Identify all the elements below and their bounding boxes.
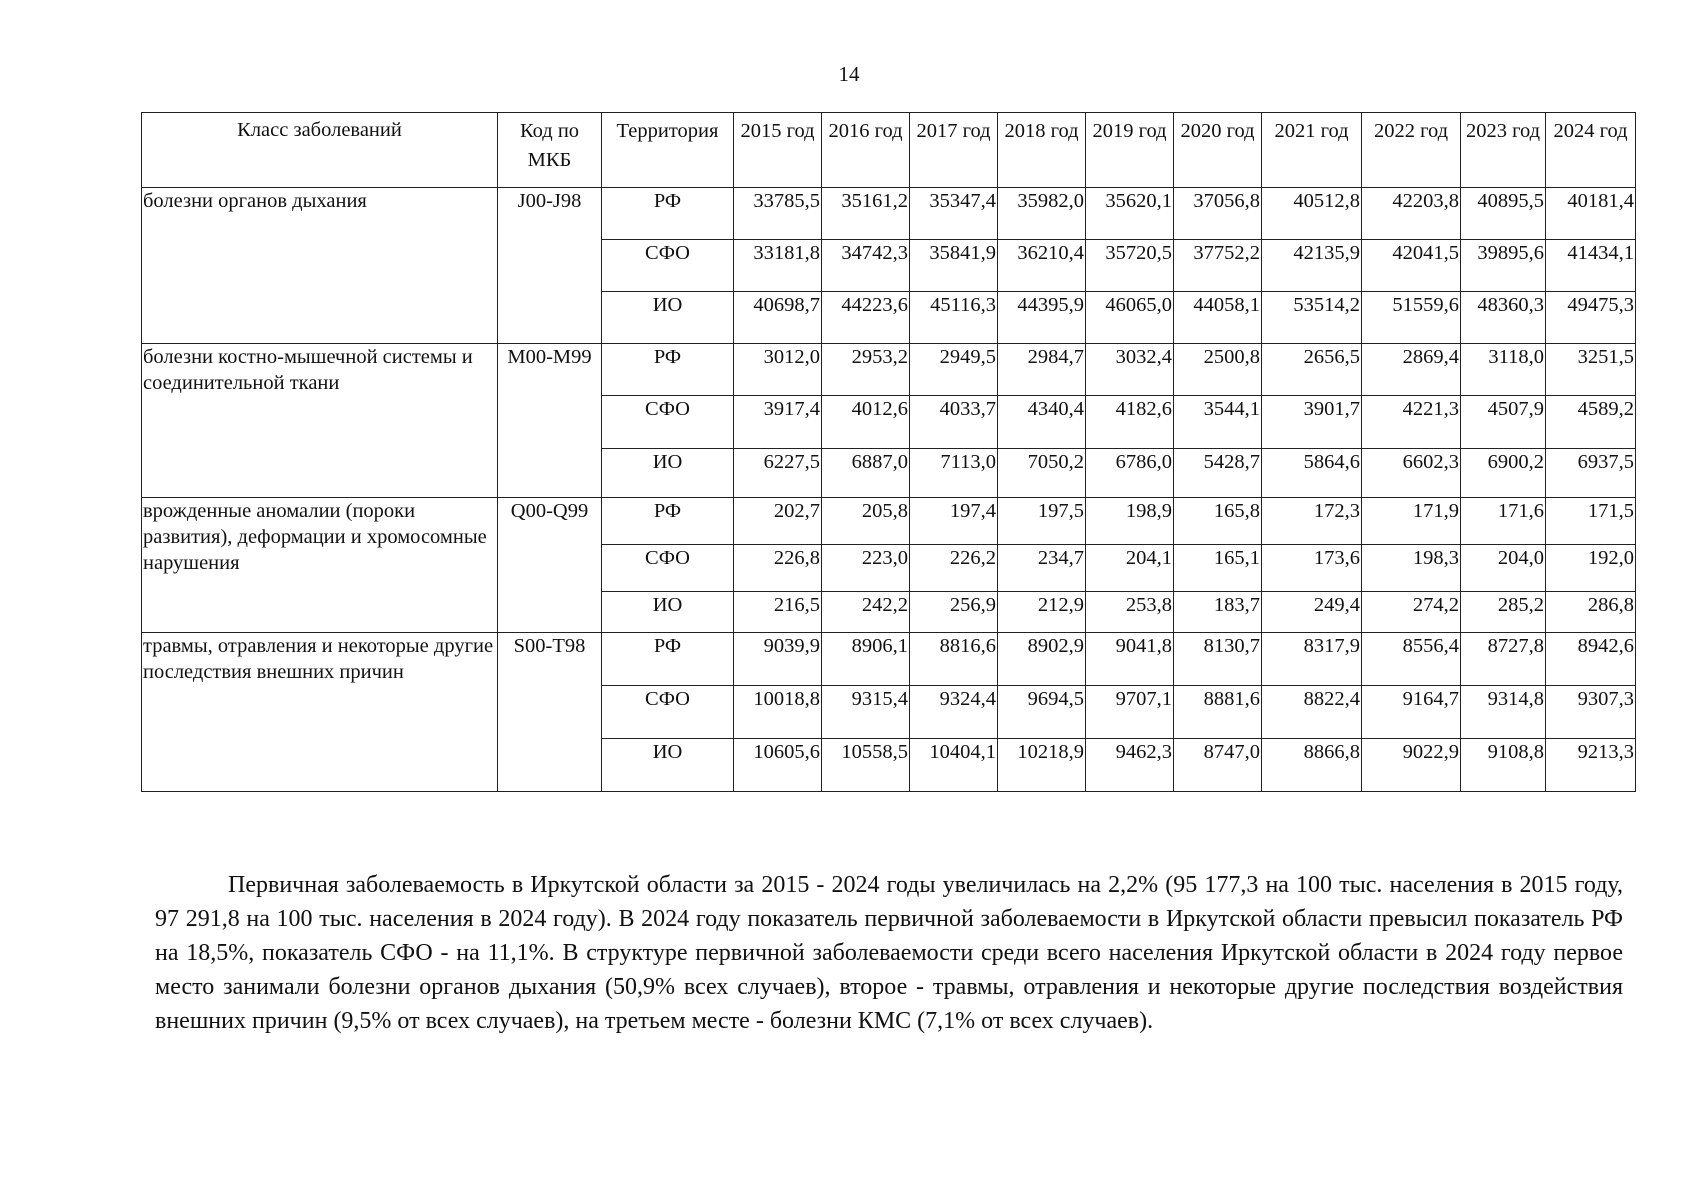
value-cell: 6786,0 — [1086, 449, 1174, 498]
value-cell: 35982,0 — [998, 188, 1086, 240]
value-cell: 9108,8 — [1461, 739, 1546, 792]
value-cell: 7113,0 — [910, 449, 998, 498]
value-cell: 204,0 — [1461, 545, 1546, 592]
morbidity-table — [141, 112, 1636, 792]
value-cell: 197,5 — [998, 498, 1086, 545]
value-cell: 49475,3 — [1546, 292, 1636, 344]
header-year: 2016 год — [822, 113, 910, 188]
value-cell: 3251,5 — [1546, 344, 1636, 396]
value-cell: 256,9 — [910, 592, 998, 633]
value-cell: 35347,4 — [910, 188, 998, 240]
disease-class: травмы, отравления и некоторые другие последствия внешних причин — [142, 633, 498, 792]
value-cell: 9462,3 — [1086, 739, 1174, 792]
value-cell: 2984,7 — [998, 344, 1086, 396]
header-year: 2021 год — [1262, 113, 1362, 188]
table-row — [142, 344, 1636, 396]
value-cell: 40895,5 — [1461, 188, 1546, 240]
value-cell: 46065,0 — [1086, 292, 1174, 344]
table-row — [142, 188, 1636, 240]
table-row — [142, 498, 1636, 545]
value-cell: 4033,7 — [910, 396, 998, 449]
value-cell: 7050,2 — [998, 449, 1086, 498]
value-cell: 6887,0 — [822, 449, 910, 498]
value-cell: 234,7 — [998, 545, 1086, 592]
value-cell: 285,2 — [1461, 592, 1546, 633]
value-cell: 10558,5 — [822, 739, 910, 792]
value-cell: 36210,4 — [998, 240, 1086, 292]
territory: РФ — [602, 498, 734, 545]
value-cell: 6937,5 — [1546, 449, 1636, 498]
value-cell: 2656,5 — [1262, 344, 1362, 396]
value-cell: 9315,4 — [822, 686, 910, 739]
value-cell: 9707,1 — [1086, 686, 1174, 739]
icd-code: M00-M99 — [498, 344, 602, 498]
value-cell: 242,2 — [822, 592, 910, 633]
value-cell: 35161,2 — [822, 188, 910, 240]
value-cell: 6602,3 — [1362, 449, 1461, 498]
territory: СФО — [602, 240, 734, 292]
value-cell: 40698,7 — [734, 292, 822, 344]
territory: СФО — [602, 396, 734, 449]
value-cell: 192,0 — [1546, 545, 1636, 592]
value-cell: 3032,4 — [1086, 344, 1174, 396]
value-cell: 42041,5 — [1362, 240, 1461, 292]
value-cell: 9694,5 — [998, 686, 1086, 739]
value-cell: 3118,0 — [1461, 344, 1546, 396]
value-cell: 9039,9 — [734, 633, 822, 686]
header-year: 2017 год — [910, 113, 998, 188]
disease-class: врожденные аномалии (пороки развития), деформации и хромосомные нарушения — [142, 498, 498, 633]
value-cell: 249,4 — [1262, 592, 1362, 633]
territory: РФ — [602, 344, 734, 396]
value-cell: 33181,8 — [734, 240, 822, 292]
header-year: 2023 год — [1461, 113, 1546, 188]
value-cell: 40512,8 — [1262, 188, 1362, 240]
value-cell: 3012,0 — [734, 344, 822, 396]
value-cell: 198,9 — [1086, 498, 1174, 545]
value-cell: 171,9 — [1362, 498, 1461, 545]
header-class: Класс заболеваний — [142, 113, 498, 188]
header-year: 2020 год — [1174, 113, 1262, 188]
territory: РФ — [602, 633, 734, 686]
value-cell: 253,8 — [1086, 592, 1174, 633]
value-cell: 9324,4 — [910, 686, 998, 739]
territory: ИО — [602, 449, 734, 498]
page-number: 14 — [838, 62, 860, 86]
value-cell: 37056,8 — [1174, 188, 1262, 240]
value-cell: 183,7 — [1174, 592, 1262, 633]
value-cell: 165,8 — [1174, 498, 1262, 545]
value-cell: 4589,2 — [1546, 396, 1636, 449]
value-cell: 34742,3 — [822, 240, 910, 292]
value-cell: 35720,5 — [1086, 240, 1174, 292]
value-cell: 44223,6 — [822, 292, 910, 344]
value-cell: 39895,6 — [1461, 240, 1546, 292]
value-cell: 212,9 — [998, 592, 1086, 633]
value-cell: 9213,3 — [1546, 739, 1636, 792]
value-cell: 197,4 — [910, 498, 998, 545]
value-cell: 9307,3 — [1546, 686, 1636, 739]
territory: СФО — [602, 545, 734, 592]
value-cell: 8130,7 — [1174, 633, 1262, 686]
value-cell: 2953,2 — [822, 344, 910, 396]
value-cell: 204,1 — [1086, 545, 1174, 592]
value-cell: 2869,4 — [1362, 344, 1461, 396]
value-cell: 6900,2 — [1461, 449, 1546, 498]
value-cell: 37752,2 — [1174, 240, 1262, 292]
value-cell: 274,2 — [1362, 592, 1461, 633]
value-cell: 4012,6 — [822, 396, 910, 449]
value-cell: 226,2 — [910, 545, 998, 592]
table-row — [142, 633, 1636, 686]
value-cell: 42203,8 — [1362, 188, 1461, 240]
value-cell: 286,8 — [1546, 592, 1636, 633]
table-header-row — [142, 113, 1636, 188]
summary-paragraph: Первичная заболеваемость в Иркутской области за 2015 - 2024 годы увеличилась на 2,2% (95 177,3 на 100 тыс. населения в 2015 году, 97 291,8 на 100 тыс. населения в 2024 году). В 2024 году показатель первичной заболеваемости в Иркутской области превысил показатель РФ на 18,5%, показатель СФО - на 11,1%. В структуре первичной заболеваемости среди всего населения Иркутской области в 2024 году первое место занимали болезни органов дыхания (50,9% всех случаев), второе - травмы, отравления и некоторые другие последствия воздействия внешних причин (9,5% от всех случаев), на третьем месте - болезни КМС (7,1% от всех случаев). — [155, 872, 1623, 1034]
value-cell: 171,6 — [1461, 498, 1546, 545]
value-cell: 216,5 — [734, 592, 822, 633]
header-year: 2015 год — [734, 113, 822, 188]
value-cell: 198,3 — [1362, 545, 1461, 592]
value-cell: 45116,3 — [910, 292, 998, 344]
value-cell: 35841,9 — [910, 240, 998, 292]
icd-code: S00-T98 — [498, 633, 602, 792]
value-cell: 41434,1 — [1546, 240, 1636, 292]
value-cell: 8902,9 — [998, 633, 1086, 686]
value-cell: 6227,5 — [734, 449, 822, 498]
value-cell: 5428,7 — [1174, 449, 1262, 498]
value-cell: 53514,2 — [1262, 292, 1362, 344]
header-year: 2024 год — [1546, 113, 1636, 188]
value-cell: 4182,6 — [1086, 396, 1174, 449]
value-cell: 5864,6 — [1262, 449, 1362, 498]
value-cell: 171,5 — [1546, 498, 1636, 545]
icd-code: Q00-Q99 — [498, 498, 602, 633]
value-cell: 8556,4 — [1362, 633, 1461, 686]
header-year: 2018 год — [998, 113, 1086, 188]
value-cell: 8906,1 — [822, 633, 910, 686]
value-cell: 3901,7 — [1262, 396, 1362, 449]
value-cell: 8816,6 — [910, 633, 998, 686]
header-year: 2019 год — [1086, 113, 1174, 188]
territory: ИО — [602, 292, 734, 344]
value-cell: 2500,8 — [1174, 344, 1262, 396]
value-cell: 10404,1 — [910, 739, 998, 792]
value-cell: 9164,7 — [1362, 686, 1461, 739]
value-cell: 35620,1 — [1086, 188, 1174, 240]
value-cell: 223,0 — [822, 545, 910, 592]
value-cell: 8727,8 — [1461, 633, 1546, 686]
value-cell: 33785,5 — [734, 188, 822, 240]
disease-class: болезни органов дыхания — [142, 188, 498, 344]
value-cell: 8866,8 — [1262, 739, 1362, 792]
value-cell: 2949,5 — [910, 344, 998, 396]
value-cell: 10018,8 — [734, 686, 822, 739]
value-cell: 40181,4 — [1546, 188, 1636, 240]
value-cell: 8942,6 — [1546, 633, 1636, 686]
value-cell: 202,7 — [734, 498, 822, 545]
icd-code: J00-J98 — [498, 188, 602, 344]
value-cell: 42135,9 — [1262, 240, 1362, 292]
value-cell: 8317,9 — [1262, 633, 1362, 686]
value-cell: 4340,4 — [998, 396, 1086, 449]
territory: РФ — [602, 188, 734, 240]
value-cell: 173,6 — [1262, 545, 1362, 592]
value-cell: 10218,9 — [998, 739, 1086, 792]
header-year: 2022 год — [1362, 113, 1461, 188]
value-cell: 51559,6 — [1362, 292, 1461, 344]
territory: СФО — [602, 686, 734, 739]
value-cell: 165,1 — [1174, 545, 1262, 592]
value-cell: 4221,3 — [1362, 396, 1461, 449]
value-cell: 8822,4 — [1262, 686, 1362, 739]
value-cell: 9022,9 — [1362, 739, 1461, 792]
value-cell: 3917,4 — [734, 396, 822, 449]
header-code: Код по МКБ — [498, 113, 602, 188]
disease-class: болезни костно-мышечной системы и соединительной ткани — [142, 344, 498, 498]
value-cell: 226,8 — [734, 545, 822, 592]
value-cell: 44058,1 — [1174, 292, 1262, 344]
value-cell: 3544,1 — [1174, 396, 1262, 449]
value-cell: 9041,8 — [1086, 633, 1174, 686]
value-cell: 8881,6 — [1174, 686, 1262, 739]
value-cell: 8747,0 — [1174, 739, 1262, 792]
header-territory: Территория — [602, 113, 734, 188]
value-cell: 44395,9 — [998, 292, 1086, 344]
value-cell: 10605,6 — [734, 739, 822, 792]
value-cell: 205,8 — [822, 498, 910, 545]
territory: ИО — [602, 592, 734, 633]
value-cell: 172,3 — [1262, 498, 1362, 545]
territory: ИО — [602, 739, 734, 792]
value-cell: 4507,9 — [1461, 396, 1546, 449]
value-cell: 9314,8 — [1461, 686, 1546, 739]
value-cell: 48360,3 — [1461, 292, 1546, 344]
